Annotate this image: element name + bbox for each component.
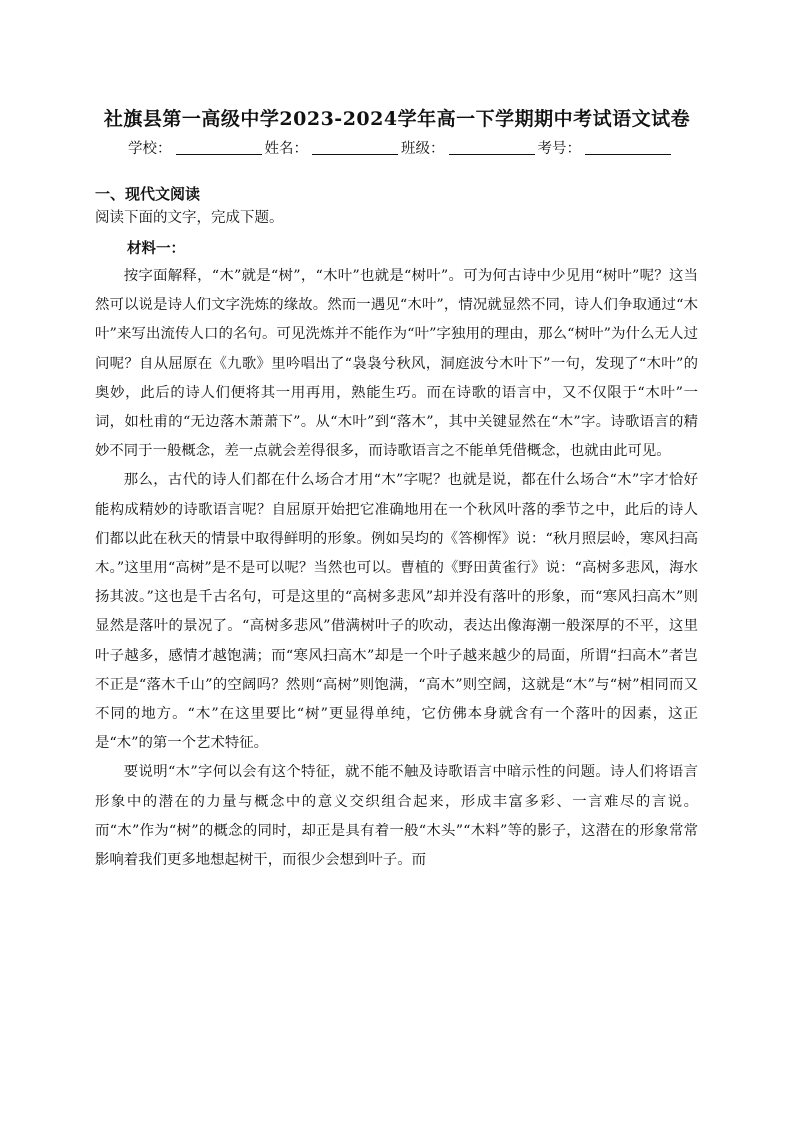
passage-paragraph: 那么，古代的诗人们都在什么场合才用“木”字呢？也就是说，都在什么场合“木”字才恰好能构成精妙的诗歌语言呢？自屈原开始把它准确地用在一个秋风叶落的季节之中，此后的诗人们都以此在秋天的情景中取得鲜明的形象。例如吴均的《答柳恽》说：“秋月照层岭，寒风扫高木。”这里用“高树”是不是可以呢？当然也可以。曹植的《野田黄雀行》说：“高树多悲风，海水扬其波。”这也是千古名句，可是这里的“高树多悲风”却并没有落叶的形象，而“寒风扫高木”则显然是落叶的景况了。“高树多悲风”借满树叶子的吹动，表达出像海潮一般深厚的不平，这里叶子越多，感情才越饱满；而“寒风扫高木”却是一个叶子越来越少的局面，所谓“扫高木”者岂不正是“落木千山”的空阔吗？然则“高树”则饱满，“高木”则空阔，这就是“木”与“树”相同而又不同的地方。“木”在这里要比“树”更显得单纯，它仿佛本身就含有一个落叶的因素，这正是“木”的第一个艺术特征。 [95,472,698,752]
material-label: 材料一： [127,241,185,257]
class-blank[interactable] [449,140,535,155]
reading-instruction: 阅读下面的文字，完成下题。 [95,210,284,226]
exam-number-label: 考号： [537,141,581,157]
passage-body [95,262,698,875]
name-label: 姓名： [264,141,308,157]
school-label: 学校： [128,141,172,157]
school-blank[interactable] [176,140,262,155]
passage-paragraph: 要说明“木”字何以会有这个特征，就不能不触及诗歌语言中暗示性的问题。诗人们将语言形象中的潜在的力量与概念中的意义交织组合起来，形成丰富多彩、一言难尽的言说。而“木”作为“树”的概念的同时，却正是具有着一般“木头”“木料”等的影子，这潜在的形象常常影响着我们更多地想起树干，而很少会想到叶子。而 [95,764,698,869]
passage-paragraph: 按字面解释，“木”就是“树”，“木叶”也就是“树叶”。可为何古诗中少见用“树叶”呢？这当然可以说是诗人们文字洗炼的缘故。然而一遇见“木叶”，情况就显然不同，诗人们争取通过“木叶”来写出流传人口的名句。可见洗炼并不能作为“叶”字独用的理由，那么“树叶”为什么无人过问呢？自从屈原在《九歌》里吟唱出了“袅袅兮秋风，洞庭波兮木叶下”一句，发现了“木叶”的奥妙，此后的诗人们便将其一用再用，熟能生巧。而在诗歌的语言中，又不仅限于“木叶”一词，如杜甫的“无边落木萧萧下”。从“木叶”到“落木”，其中关键显然在“木”字。诗歌语言的精妙不同于一般概念，差一点就会差得很多，而诗歌语言之不能单凭借概念，也就由此可见。 [95,268,698,460]
name-blank[interactable] [312,140,398,155]
exam-title: 社旗县第一高级中学2023-2024学年高一下学期期中考试语文试卷 [103,108,691,130]
class-label: 班级： [401,141,445,157]
section-heading: 一、现代文阅读 [95,185,201,203]
exam-number-blank[interactable] [585,140,671,155]
student-info-line [128,137,674,158]
